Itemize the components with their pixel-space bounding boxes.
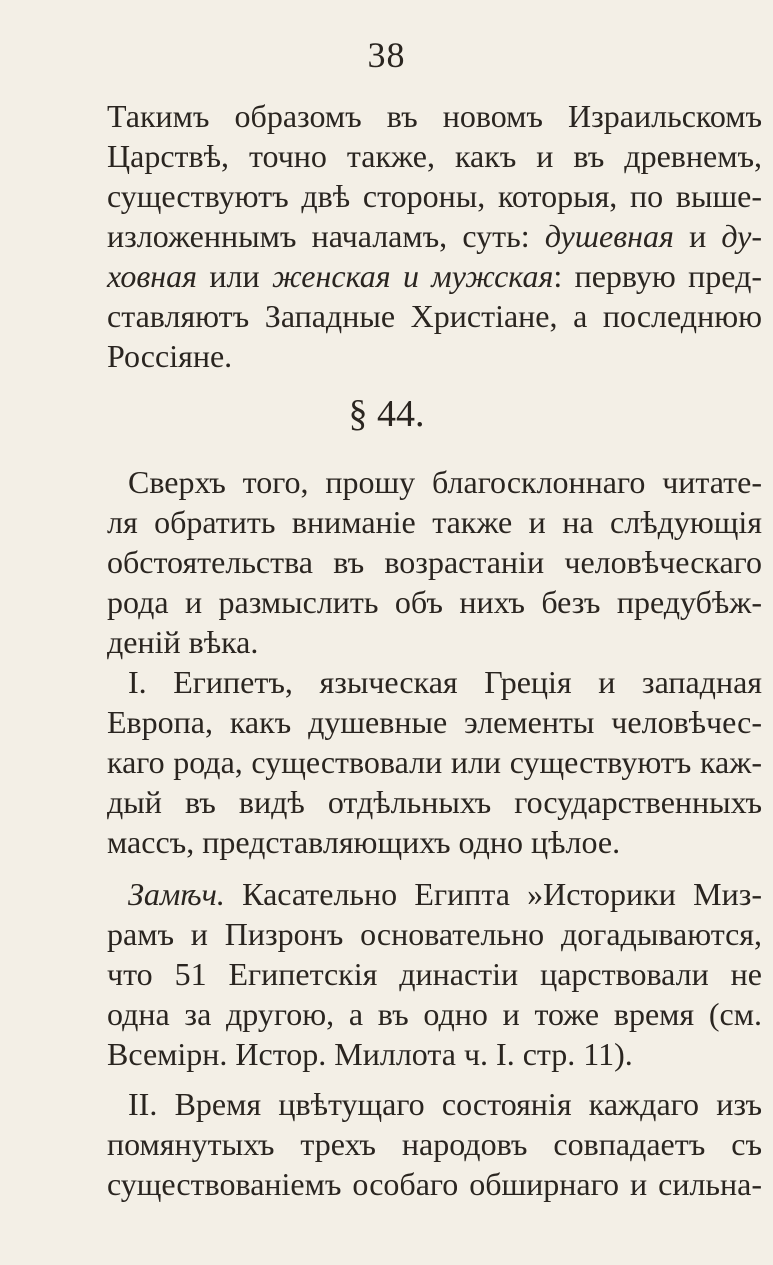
- text-line: II. Время цвѣтущаго состоянiя каждаго изъ: [128, 1086, 762, 1122]
- text-line: I. Египетъ, языческая Грецiя и западная: [128, 664, 762, 700]
- section-heading: § 44.: [348, 393, 425, 435]
- text-line: рода и размыслить объ нихъ безъ предубѣж-: [107, 584, 762, 620]
- text-span: : первую пред-: [553, 258, 763, 294]
- text-line: ля обратить вниманiе также и на слѣдующiя: [107, 504, 762, 540]
- text-line: Сверхъ того, прошу благосклоннаго читате-: [128, 464, 762, 500]
- text-span: и: [689, 218, 707, 254]
- text-line: Россiяне.: [107, 338, 233, 374]
- text-line: Такимъ образомъ въ новомъ Израильскомъ: [107, 98, 762, 134]
- text-line: массъ, представляющихъ одно цѣлое.: [107, 824, 621, 860]
- text-line: Всемiрн. Истор. Миллота ч. I. стр. 11).: [107, 1036, 633, 1072]
- text-line: помянутыхъ трехъ народовъ совпадаетъ съ: [107, 1126, 762, 1162]
- text-line: [107, 256, 762, 296]
- text-line: Европа, какъ душевные элементы человѣчес-: [107, 704, 762, 740]
- italic-word: ховная: [107, 258, 198, 294]
- text-span: изложеннымъ началамъ, суть:: [107, 218, 530, 254]
- text-line: обстоятельства въ возрастанiи человѣческаго: [107, 544, 762, 580]
- text-line: [128, 874, 762, 914]
- text-line: существованiемъ особаго обширнаго и сильна-: [107, 1166, 762, 1202]
- text-line: существуютъ двѣ стороны, которыя, по выше-: [107, 178, 762, 214]
- text-line: каго рода, существовали или существуютъ каж-: [107, 744, 762, 780]
- text-span: или: [209, 258, 260, 294]
- text-line: рамъ и Пизронъ основательно догадываются,: [107, 916, 762, 952]
- text-line: дый въ видѣ отдѣльныхъ государственныхъ: [107, 784, 762, 820]
- italic-phrase: женская и мужская: [271, 258, 554, 294]
- text-line: денiй вѣка.: [107, 624, 259, 660]
- text-line: что 51 Египетскiя династiи царствовали не: [107, 956, 762, 992]
- text-line: [107, 216, 762, 256]
- note-label: Замѣч.: [128, 876, 225, 912]
- italic-word: душевная: [544, 218, 674, 254]
- italic-word: ду-: [721, 218, 763, 254]
- text-line: Царствѣ, точно также, какъ и въ древнемъ,: [107, 138, 762, 174]
- text-line: ставляютъ Западные Христiане, а последнюю: [107, 298, 762, 334]
- page-number: 38: [367, 35, 406, 75]
- text-line: одна за другою, а въ одно и тоже время (см.: [107, 996, 762, 1032]
- text-span: Касательно Египта »Историки Миз-: [242, 876, 763, 912]
